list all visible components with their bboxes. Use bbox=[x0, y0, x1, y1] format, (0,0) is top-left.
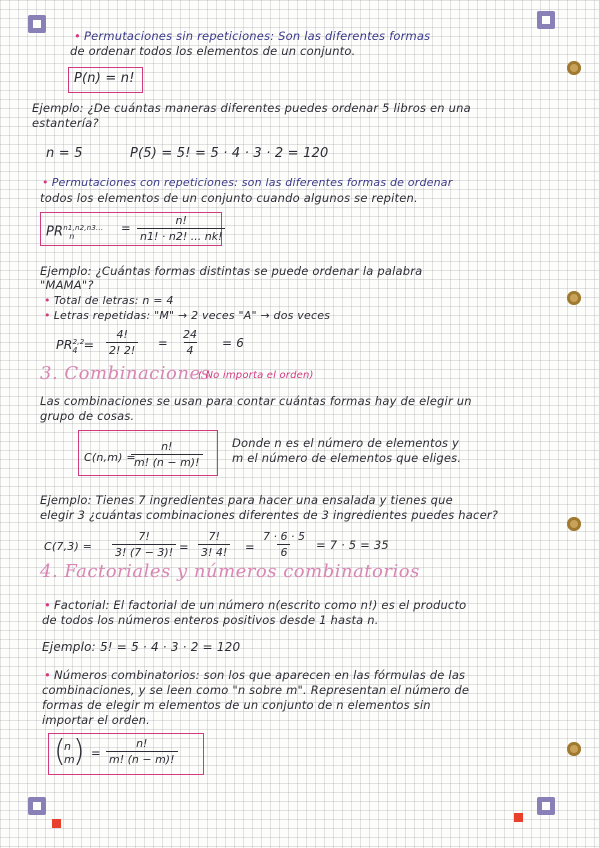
example-2-result: = 6 bbox=[222, 336, 245, 350]
factorial-example: Ejemplo: 5! = 5 · 4 · 3 · 2 = 120 bbox=[42, 640, 241, 654]
example-3-equals-1: = bbox=[179, 540, 189, 554]
numeros-comb-line-3: formas de elegir m elementos de un conjunto de n elementos sin bbox=[42, 698, 431, 712]
example-2-fraction-1: $\frac{4!}{2! 2!}$ bbox=[106, 328, 138, 357]
perm-con-rep-line-2: todos los elementos de un conjunto cuando algunos se repiten. bbox=[40, 191, 418, 205]
example-3-fraction-3: $\frac{7 \cdot 6 \cdot 5}{6}$ bbox=[263, 530, 305, 559]
example-3-equals-2: = bbox=[245, 540, 255, 554]
binomial-paren-right: ) bbox=[73, 734, 85, 769]
binomial-fraction: $\frac{n!}{m! (n - m)!}$ bbox=[106, 737, 178, 766]
formula-perm-rep-equals: = bbox=[121, 221, 131, 235]
numeros-comb-line-4: importar el orden. bbox=[42, 713, 151, 727]
heading-combinaciones: 3. Combinaciones bbox=[40, 363, 211, 384]
example-2-total: • Total de letras: n = 4 bbox=[44, 294, 174, 307]
heading-combinaciones-note: ( No importa el orden) bbox=[198, 370, 314, 381]
combinaciones-line-2: grupo de cosas. bbox=[40, 409, 135, 423]
example-1-line-2: estantería? bbox=[32, 116, 99, 130]
formula-perm-rep-label: $PR^{n1,n2,n3...}_n$ bbox=[46, 224, 104, 241]
formula-permutation: P(n) = n! bbox=[74, 71, 135, 86]
factorial-line-2: de todos los números enteros positivos desde 1 hasta n. bbox=[42, 613, 379, 627]
example-2-fraction-2: $\frac{24}{4}$ bbox=[183, 328, 197, 357]
red-marker-right bbox=[514, 813, 523, 822]
formula-combination-label: C(n,m) = bbox=[84, 451, 136, 464]
perm-sin-rep-line-1: • Permutaciones sin repeticiones: Son las diferentes formas bbox=[74, 29, 431, 43]
example-1-n: n = 5 bbox=[46, 146, 83, 161]
red-marker-left bbox=[52, 819, 61, 828]
example-3-label: C(7,3) = bbox=[44, 540, 93, 553]
factorial-line-1: • Factorial: El factorial de un número n(escrito como n!) es el producto bbox=[44, 598, 467, 612]
example-3-fraction-1: $\frac{7!}{3! (7 - 3)!}$ bbox=[112, 530, 176, 559]
formula-combination-fraction: $\frac{n!}{m! (n - m)!}$ bbox=[131, 440, 203, 469]
perm-con-rep-line-1: • Permutaciones con repeticiones: son las diferentes formas de ordenar bbox=[42, 176, 453, 189]
heading-factoriales: 4. Factoriales y números combinatorios bbox=[40, 561, 420, 582]
example-3-line-2: elegir 3 ¿cuántas combinaciones diferentes de 3 ingredientes puedes hacer? bbox=[40, 508, 499, 522]
binder-hole-2 bbox=[567, 291, 581, 305]
example-1-result: P(5) = 5! = 5 · 4 · 3 · 2 = 120 bbox=[130, 146, 329, 161]
binomial-paren-left: ( bbox=[54, 734, 66, 769]
perm-sin-rep-line-2: de ordenar todos los elementos de un conjunto. bbox=[70, 44, 356, 58]
example-3-result: = 7 · 5 = 35 bbox=[316, 538, 389, 552]
example-2-equals: = bbox=[158, 336, 168, 350]
combinaciones-line-1: Las combinaciones se usan para contar cuántas formas hay de elegir un bbox=[40, 394, 472, 408]
corner-mark-bottom-left bbox=[28, 797, 46, 815]
example-3-fraction-2: $\frac{7!}{3! 4!}$ bbox=[198, 530, 230, 559]
numeros-comb-line-2: combinaciones, y se leen como "n sobre m". Representan el número de bbox=[42, 683, 470, 697]
combination-explanation-line-2: m el número de elementos que eliges. bbox=[232, 451, 462, 465]
binder-hole-3 bbox=[567, 517, 581, 531]
binder-hole-1 bbox=[567, 61, 581, 75]
combination-explanation-line-1: Donde n es el número de elementos y bbox=[232, 436, 460, 450]
example-2-line-2: "MAMA"? bbox=[40, 278, 94, 292]
corner-mark-top-left bbox=[28, 15, 46, 33]
binder-hole-4 bbox=[567, 742, 581, 756]
example-2-repeated: • Letras repetidas: "M" → 2 veces "A" → dos veces bbox=[44, 309, 331, 322]
example-2-formula-label: PR$^{2,2}_4$ = bbox=[56, 337, 95, 355]
corner-mark-bottom-right bbox=[537, 797, 555, 815]
example-3-line-1: Ejemplo: Tienes 7 ingredientes para hacer una ensalada y tienes que bbox=[40, 493, 453, 507]
example-2-line-1: Ejemplo: ¿Cuántas formas distintas se puede ordenar la palabra bbox=[40, 264, 423, 278]
binomial-equals: = bbox=[91, 746, 101, 760]
binomial-stack: n m bbox=[64, 740, 75, 766]
numeros-comb-line-1: • Números combinatorios: son los que aparecen en las fórmulas de las bbox=[44, 668, 466, 682]
formula-perm-rep-fraction: $\frac{n!}{n1! \cdot n2! ... nk!}$ bbox=[137, 214, 225, 243]
corner-mark-top-right bbox=[537, 11, 555, 29]
example-1-line-1: Ejemplo: ¿De cuántas maneras diferentes puedes ordenar 5 libros en una bbox=[32, 101, 471, 115]
